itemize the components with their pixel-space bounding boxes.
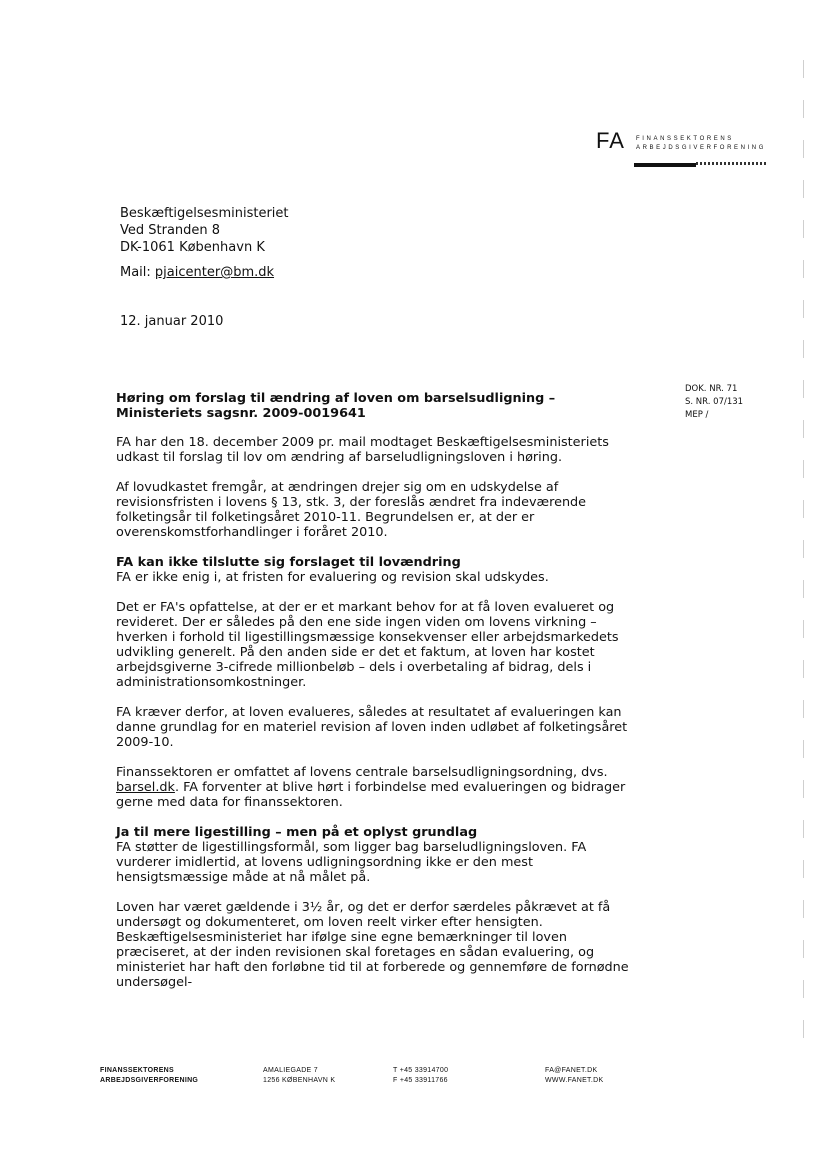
letter-body — [116, 391, 636, 1005]
footer-line: FINANSSEKTORENS — [100, 1067, 174, 1074]
footer-email[interactable]: FA@FANET.DK — [545, 1067, 598, 1074]
recipient-address — [120, 205, 289, 256]
footer-line: ARBEJDSGIVERFORENING — [100, 1077, 199, 1084]
letter-date: 12. januar 2010 — [120, 314, 224, 329]
reference-line: DOK. NR. 71 — [685, 384, 738, 394]
paragraph: FA er ikke enig i, at fristen for evaluering og revision skal udskydes. — [116, 570, 549, 585]
paragraph — [116, 765, 636, 810]
letter-title: Høring om forslag til ændring af loven om barselsudligning – Ministeriets sagsnr. 2009-0019641 — [116, 391, 556, 421]
reference-line: S. NR. 07/131 — [685, 397, 744, 407]
recipient-line: Ved Stranden 8 — [120, 223, 221, 238]
footer-website[interactable]: WWW.FANET.DK — [545, 1077, 604, 1084]
recipient-mail — [120, 265, 274, 280]
paragraph: FA støtter de ligestillingsformål, som ligger bag barseludligningsloven. FA vurderer imidlertid, at lovens udligningsordning ikke er den mest hensigtsmæssige måde at nå målet på. — [116, 840, 587, 885]
logo-bar — [634, 163, 696, 167]
mail-link[interactable]: pjaicenter@bm.dk — [154, 265, 275, 280]
paragraph: Af lovudkastet fremgår, at ændringen drejer sig om en udskydelse af revisionsfristen i lovens § 13, stk. 3, der foreslås ændret fra indeværende folketingsår til folketingsåret 2010-11. Begrundelsen er, at der er overenskomstforhandlinger i foråret 2010. — [116, 480, 587, 540]
footer-phone — [393, 1066, 448, 1086]
footer-line: AMALIEGADE 7 — [263, 1067, 318, 1074]
footer-address — [263, 1066, 335, 1086]
paragraph: Loven har været gældende i 3½ år, og det er derfor særdeles påkrævet at få undersøgt og dokumenteret, om loven reelt virker efter hensigten. Beskæftigelsesministeriet har ifølge sine egne bemærkninger til loven præciseret, at der inden revisionen skal foretages en sådan evaluering, og ministeriet har haft den forløbne tid til at forberede og gennemføre de fornødne undersøgel- — [116, 900, 629, 990]
reference-line: MEP / — [685, 410, 709, 420]
logo-line-2: ARBEJDSGIVERFORENING — [636, 145, 767, 151]
barsel-link[interactable]: barsel.dk — [116, 780, 175, 795]
footer-web — [545, 1066, 603, 1086]
paragraph-text: . FA forventer at blive hørt i forbindelse med evalueringen og bidrager gerne med data for finanssektoren. — [116, 780, 626, 810]
footer-line: T +45 33914700 — [393, 1067, 449, 1074]
paragraph: FA har den 18. december 2009 pr. mail modtaget Beskæftigelsesministeriets udkast til forslag til lov om ændring af barseludligningsloven i høring. — [116, 435, 609, 465]
logo-line-1: FINANSSEKTORENS — [636, 136, 734, 142]
scan-edge-line — [803, 60, 804, 1060]
section-heading: Ja til mere ligestilling – men på et oplyst grundlag — [116, 825, 478, 840]
footer-org — [100, 1066, 198, 1086]
paragraph: Det er FA's opfattelse, at der er et markant behov for at få loven evalueret og revideret. Der er således på den ene side ingen viden om lovens virkning – hverken i forhold til ligestillingsmæssige konsekvenser eller arbejdsmarkedets udvikling generelt. På den anden side er det et faktum, at loven har kostet arbejdsgiverne 3-cifrede millionbeløb – dels i overbetaling af bidrag, dels i administrationsomkostninger. — [116, 600, 619, 690]
recipient-line: Beskæftigelsesministeriet — [120, 206, 289, 221]
paragraph-text: Finanssektoren er omfattet af lovens centrale barselsudligningsordning, dvs. — [116, 765, 608, 780]
document-reference — [685, 383, 743, 422]
logo-bar-dotted — [696, 162, 766, 165]
footer-line: F +45 33911766 — [393, 1077, 448, 1084]
section-heading: FA kan ikke tilslutte sig forslaget til lovændring — [116, 555, 461, 570]
mail-label: Mail: — [120, 265, 155, 280]
footer-line: 1256 KØBENHAVN K — [263, 1077, 336, 1084]
paragraph: FA kræver derfor, at loven evalueres, således at resultatet af evalueringen kan danne grundlag for en materiel revision af loven inden udløbet af folketingsåret 2009-10. — [116, 705, 628, 750]
recipient-line: DK-1061 København K — [120, 240, 265, 255]
logo-mark: FA — [596, 128, 625, 153]
